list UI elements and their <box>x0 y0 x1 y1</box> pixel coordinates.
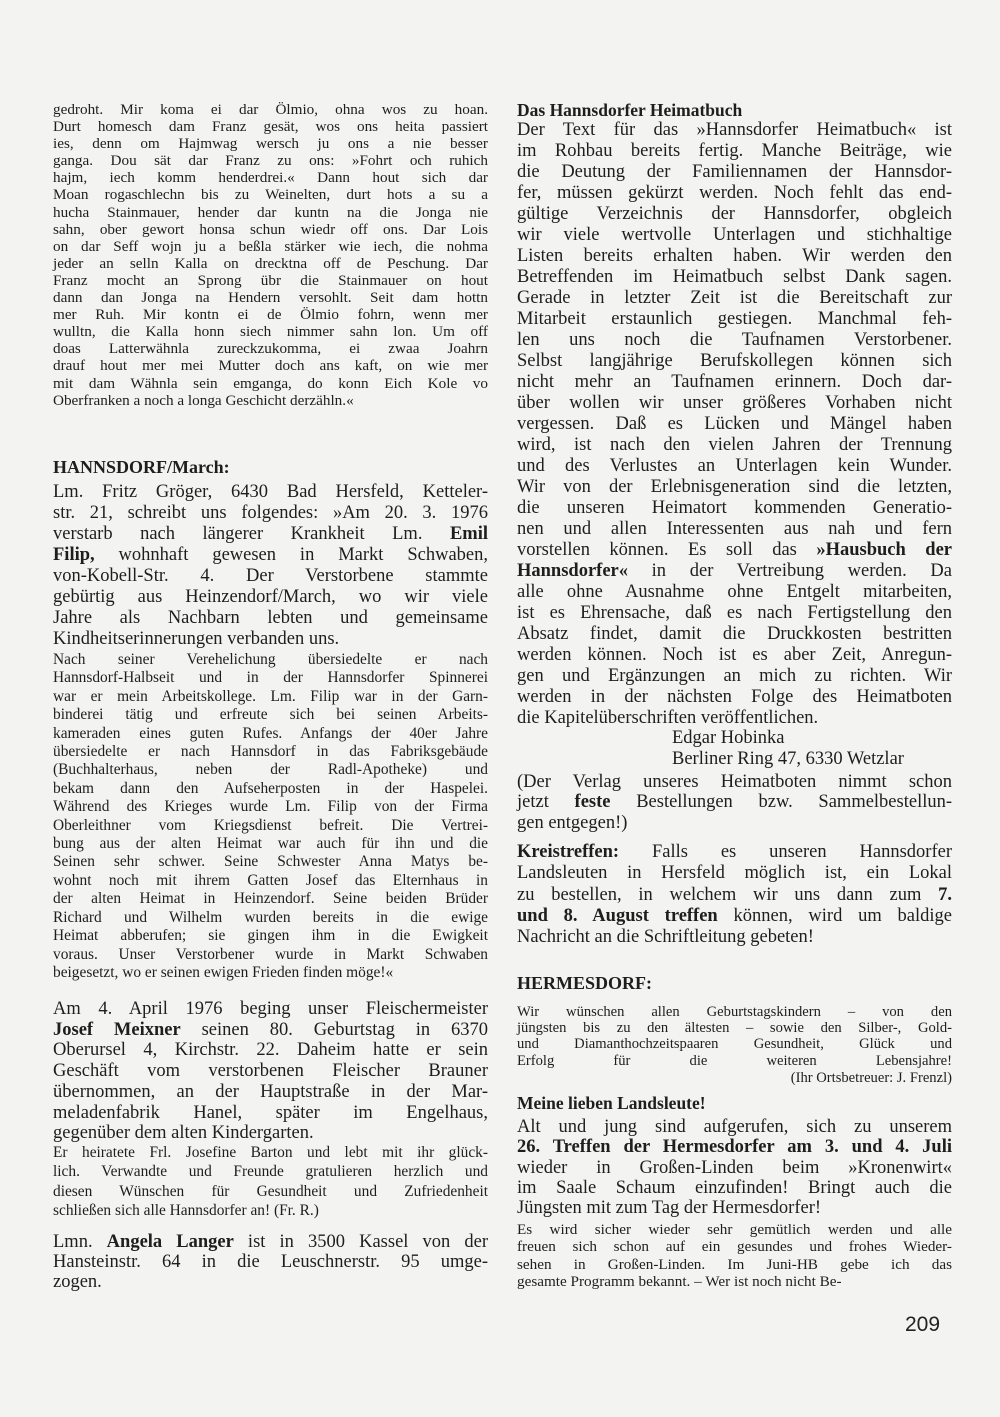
text-line: Nach seiner Verehelichung übersiedelte er nach <box>53 651 488 668</box>
text-segment: Lmn. <box>53 1232 107 1252</box>
text-line: gen und Ergänzungen an mich zu richten. Wir <box>517 665 952 686</box>
text-line: Richard und Wilhelm wurden bereits in die ewige <box>53 908 488 926</box>
text-segment: verstarb nach längerer Krankheit Lm. <box>53 524 450 544</box>
subheading-landsleute <box>517 1092 952 1114</box>
text-line: die Kapitelüberschriften veröffentlichen. <box>517 707 819 728</box>
text-line: Oberursel 4, Kirchstr. 22. Daheim hatte er sein <box>53 1040 488 1061</box>
bold-text-segment: Emil <box>449 524 488 544</box>
text-line: wird, ist nach den vielen Jahren der Trennung <box>517 434 952 455</box>
text-line: sehen in Großen-Linden. Im Juni-HB gebe ich das <box>517 1255 952 1273</box>
text-line: der alten Heimat in Heinzendorf. Seine beiden Brüder <box>53 890 488 908</box>
text-segment: können, wird um baldige <box>717 905 953 926</box>
bold-text-segment: Angela Langer <box>106 1232 234 1252</box>
text-line: ist es Ehrensache, daß es nach Fertigstellung den <box>517 602 952 623</box>
meeting-details-paragraph <box>517 1221 952 1290</box>
text-line: ies, denn om Hajmwag wersch ju ons a nie besser <box>53 135 488 153</box>
text-line: von-Kobell-Str. 4. Der Verstorbene stammte <box>53 566 488 586</box>
text-line: Jüngsten mit zum Tag der Hermesdorfer! <box>517 1198 822 1219</box>
text-line: HERMESDORF: <box>517 973 652 993</box>
text-line: die Deutung der Familiennamen der Hannsdor- <box>517 161 952 182</box>
obituary-intro-paragraph <box>53 482 488 650</box>
text-line: hajm, iech komm henderdrei.« Dann hout sich dar <box>53 169 488 187</box>
text-line <box>53 1020 488 1041</box>
heimatbuch-paragraph <box>517 120 952 729</box>
text-line: wieder in Großen-Linden beim »Kronenwirt« <box>517 1157 952 1178</box>
text-line: Lm. Fritz Gröger, 6430 Bad Hersfeld, Ketteler- <box>53 482 488 502</box>
text-segment: seinen 80. Geburtstag in 6370 <box>180 1019 488 1040</box>
text-line <box>53 1232 488 1252</box>
text-line: und Diamanthochzeitspaaren Gesundheit, Glück und <box>517 1036 952 1053</box>
section-heading-hannsdorf <box>53 456 488 478</box>
text-line: fer, müssen gekürzt werden. Noch fehlt das end- <box>517 182 952 203</box>
text-line <box>517 792 952 813</box>
text-line: schließen sich alle Hannsdorfer an! (Fr. R.) <box>53 1201 319 1219</box>
text-line: Berliner Ring 47, 6330 Wetzlar <box>672 748 904 769</box>
text-line: über wollen wir unser größeres Vorhaben nicht <box>517 392 952 413</box>
birthday-meixner-detail <box>53 1143 488 1220</box>
publisher-note-paragraph <box>517 772 952 834</box>
text-line: jüngsten bis zu den ältesten – sowie den Silber-, Gold- <box>517 1020 952 1037</box>
bold-text-segment: Kreistreffen: <box>517 842 620 862</box>
text-line: die unseren Heimatort kommenden Generatio- <box>517 497 952 518</box>
text-line: Es wird sicher wieder sehr gemütlich werden und alle <box>517 1221 952 1238</box>
text-line: Seinen sehr schwer. Seine Schwester Anna Matys be- <box>53 853 488 871</box>
text-line <box>53 524 488 545</box>
text-line: bekam dann den Aufseherposten in der Haspelei. <box>53 779 488 797</box>
text-segment: vorstellen können. Es soll das <box>517 539 817 560</box>
text-line: Moan rogaschlechn bis zu Weinelten, durt hots a su a <box>53 186 488 204</box>
text-line: Listen bereits erhalten haben. Wir werden den <box>517 245 952 266</box>
text-line <box>517 561 952 582</box>
text-line: übernommen, an der Hauptstraße in der Mar- <box>53 1081 488 1102</box>
text-line: len uns noch die Taufnamen Verstorbener. <box>517 329 952 350</box>
text-line: wulltn, die Kalla honn siech nimmer sahn lon. Um off <box>53 323 488 341</box>
text-line: gebürtig aus Heinzendorf/March, wo wir viele <box>53 587 488 607</box>
text-segment: Bestellungen bzw. Sammelbestellun- <box>610 792 953 812</box>
text-line: bung aus der alten Heimat war auch für ihn und die <box>53 835 488 853</box>
text-line: Das Hannsdorfer Heimatbuch <box>517 100 743 120</box>
text-line: Erfolg für die weiteren Lebensjahre! <box>517 1052 952 1069</box>
text-line: doas Latterwähnla zureckzukomma, ei zwaa Joahrn <box>53 340 488 358</box>
text-line: und des Verlustes an Unterlagen kein Wunder. <box>517 455 952 476</box>
text-line: HANNSDORF/March: <box>53 457 230 477</box>
text-line: im Rohbau bereits fertig. Manche Beiträge, wie <box>517 140 952 161</box>
bold-text-segment: Filip, <box>53 545 95 565</box>
text-line: werden in der nächsten Folge des Heimatboten <box>517 686 952 707</box>
text-line: gültige Verzeichnis der Hannsdorfer, obgleich <box>517 203 952 224</box>
text-line: Wir wünschen allen Geburtstagskindern – von den <box>517 1004 952 1020</box>
text-segment: ist in 3500 Kassel von der <box>233 1232 488 1252</box>
birthday-wishes-paragraph <box>517 1004 952 1088</box>
text-line: Mitarbeit erstaunlich gestiegen. Manchmal feh- <box>517 308 952 329</box>
signature-block <box>672 728 952 770</box>
bold-text-segment: feste <box>574 792 611 812</box>
text-line <box>517 885 952 906</box>
text-line: binderei tätig und erfreute sich bei seinen Arbeits- <box>53 706 488 724</box>
text-line: Hansteinstr. 64 in die Leuschnerstr. 95 umge- <box>53 1252 488 1272</box>
text-line: zogen. <box>53 1272 102 1292</box>
text-line: nen und allen Interessenten aus nah und fern <box>517 518 952 539</box>
text-line: Gerade in letzter Zeit ist die Bereitschaft zur <box>517 287 952 308</box>
text-line: hucha Stainmauer, hender dar kuntn na die Jonga nie <box>53 203 488 221</box>
text-line <box>517 1137 952 1157</box>
text-line: mer Ruh. Mir kontn ei de Ölmio fohrn, wenn mer <box>53 306 488 324</box>
text-line: diesen Wünschen für Gesundheit und Zufriedenheit <box>53 1182 488 1200</box>
text-line: wohnt noch mit ihrem Gatten Josef das Elternhaus in <box>53 871 488 889</box>
text-line: beigesetzt, wo er seinen ewigen Frieden finden möge!« <box>53 963 394 981</box>
text-segment: Falls es unseren Hannsdorfer <box>619 842 952 862</box>
text-line <box>517 540 952 561</box>
text-line: Geschäft vom verstorbenen Fleischer Brauner <box>53 1061 488 1082</box>
text-line: kameraden eines guten Rufes. Anfangs der 40er Jahre <box>53 724 488 742</box>
page-number: 209 <box>905 1313 941 1336</box>
text-line: voraus. Unser Verstorbener wurde in Markt Schwaben <box>53 945 488 963</box>
text-line: Er heiratete Frl. Josefine Barton und lebt mit ihr glück- <box>53 1144 488 1161</box>
text-line: drauf hout mer mei Mutter doch ans kaft, on wie mer <box>53 357 488 375</box>
text-segment: jetzt <box>517 792 575 812</box>
text-line: Wir von der Erlebnisgeneration sind die letzten, <box>517 476 952 497</box>
text-line: gegenüber dem alten Kindergarten. <box>53 1123 314 1144</box>
text-line <box>517 906 952 927</box>
text-line <box>53 545 488 566</box>
bold-text-segment: 7. <box>938 884 952 905</box>
section-heading-heimatbuch <box>517 99 952 121</box>
text-line: Während des Krieges wurde Lm. Filip von der Firma <box>53 798 488 816</box>
text-line: (Der Verlag unseres Heimatboten nimmt schon <box>517 771 952 792</box>
text-line: Nachricht an die Schriftleitung gebeten! <box>517 927 814 948</box>
text-line: ganga. Dou sät dar Franz zu ons: »Fohrt och ruhich <box>53 152 488 170</box>
text-line: gen entgegen!) <box>517 812 628 833</box>
text-line: vergessen. Daß es Lücken und Mängel haben <box>517 413 952 434</box>
text-line: Am 4. April 1976 beging unser Fleischermeister <box>53 999 488 1019</box>
text-line: Betreffenden im Heimatbuch selbst Dank sagen. <box>517 266 952 287</box>
obituary-body-paragraph <box>53 651 488 982</box>
text-line: gesamte Programm bekannt. – Wer ist noch nicht Be- <box>517 1272 842 1290</box>
text-line: Meine lieben Landsleute! <box>517 1093 706 1113</box>
text-line: gedroht. Mir koma ei dar Ölmio, ohna wos zu hoan. <box>53 101 488 118</box>
text-line: werden können. Noch ist es aber Zeit, Anregun- <box>517 644 952 665</box>
text-line: Jahre als Nachbarn lebten und gemeinsame <box>53 608 488 628</box>
text-line: Alt und jung sind aufgerufen, sich zu unserem <box>517 1117 952 1137</box>
text-line: meladenfabrik Hanel, später im Engelhaus, <box>53 1102 488 1123</box>
text-line: Der Text für das »Hannsdorfer Heimatbuch« ist <box>517 119 952 140</box>
text-line: freuen sich schon auf ein gesundes und frohes Wieder- <box>517 1238 952 1256</box>
text-segment: wohnhaft gewesen in Markt Schwaben, <box>94 545 488 565</box>
text-line: Hannsdorf-Halbseit und in der Hannsdorfer Spinnerei <box>53 669 488 687</box>
text-line: alle ohne Ausnahme ohne Entgelt mitarbeiten, <box>517 581 952 602</box>
dialect-story-paragraph <box>53 101 488 409</box>
text-line: str. 21, schreibt uns folgendes: »Am 20. 3. 1976 <box>53 503 488 523</box>
birthday-meixner-paragraph <box>53 999 488 1144</box>
text-line: wir viele wertvolle Unterlagen und stichhaltige <box>517 224 952 245</box>
text-line: übersiedelte er nach Hannsdorf in das Fabriksgebäude <box>53 743 488 761</box>
meeting-announcement-paragraph <box>517 1117 952 1218</box>
section-heading-hermesdorf <box>517 972 952 994</box>
text-line: on dar Seff wojn ju a beßla stärker wie iech, die nohma <box>53 237 488 255</box>
text-line: Kindheitserinnerungen verbanden uns. <box>53 629 340 649</box>
bold-text-segment: »Hausbuch der <box>816 539 952 560</box>
text-line: lich. Verwandte und Freunde gratulieren herzlich und <box>53 1163 488 1181</box>
text-line: Durt homesch dam Franz gesät, wos ons heita passiert <box>53 118 488 136</box>
bold-text-segment: Hannsdorfer« <box>517 560 628 581</box>
text-line: Landsleuten in Hersfeld möglich ist, ein Lokal <box>517 863 952 884</box>
text-segment: zu bestellen, in welchem wir uns dann zum <box>517 884 939 905</box>
text-line: nicht mehr an Taufnamen erinnern. Doch dar- <box>517 371 952 392</box>
text-line: Heimat abberufen; sie gingen ihm in die Ewigkeit <box>53 927 488 945</box>
text-line: Selbst langjährige Berufskollegen können sich <box>517 350 952 371</box>
address-change-paragraph <box>53 1232 488 1292</box>
kreistreffen-paragraph <box>517 842 952 948</box>
text-line: (Ihr Ortsbetreuer: J. Frenzl) <box>790 1069 952 1086</box>
text-line: mit dam Wähnla sein emganga, do konn Eich Kole vo <box>53 374 488 392</box>
bold-text-segment: und 8. August treffen <box>517 905 718 926</box>
text-line: Oberleithner vom Kriegsdienst befreit. Die Vertrei- <box>53 816 488 834</box>
text-line: sahn, ober gewort honsa schun wiedr off ons. Dar Lois <box>53 220 488 238</box>
text-line: Absatz findet, damit die Druckkosten bestritten <box>517 623 952 644</box>
text-segment: in der Vertreibung werden. Da <box>628 560 952 581</box>
text-line: jeder an selln Kalla on drecktna off de Peschung. Dar <box>53 254 488 272</box>
text-line <box>517 842 952 863</box>
text-line: dann dan Jonga na Hendern versohlt. Seit dam hottn <box>53 289 488 307</box>
text-line: war er mein Arbeitskollege. Lm. Filip war in der Garn- <box>53 687 488 705</box>
text-line: Oberfranken a noch a longa Geschicht derzähln.« <box>53 391 354 409</box>
text-line: Franz mocht an Sprong übr die Stainmauer on hout <box>53 271 488 289</box>
bold-text-segment: Josef Meixner <box>53 1019 181 1040</box>
text-line: (Buchhalterhaus, neben der Radl-Apotheke) und <box>53 761 488 779</box>
text-line: Edgar Hobinka <box>672 727 785 748</box>
text-line: im Saale Schaum einzufinden! Bringt auch die <box>517 1177 952 1198</box>
bold-text-segment: 26. Treffen der Hermesdorfer am 3. und 4. Juli <box>517 1137 952 1158</box>
